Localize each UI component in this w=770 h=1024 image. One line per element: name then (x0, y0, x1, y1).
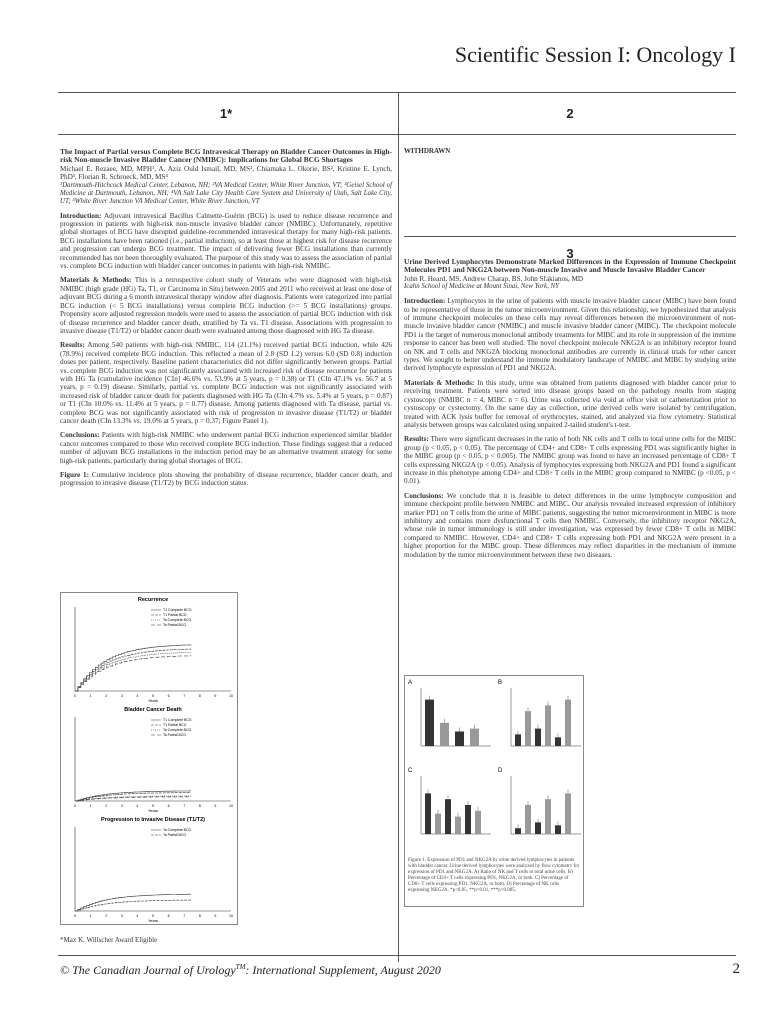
bar (565, 793, 571, 834)
column-divider (398, 92, 399, 962)
abstract-2-withdrawn: WITHDRAWN (404, 147, 451, 155)
bar (515, 828, 521, 834)
conclusions-label: Conclusions: (404, 491, 444, 500)
bar (440, 723, 449, 746)
x-tick-label: 10 (229, 804, 233, 808)
plot-title-1: Bladder Cancer Death (124, 707, 182, 713)
abstract-3-title: Urine Derived Lymphocytes Demonstrate Marked Differences in the Expression of Immune Checkpoint Molecules PD1 and NKG2A between Non-muscle Invasive and Muscle Invasive Bladder Cancer (404, 257, 736, 275)
bar (555, 737, 561, 746)
trademark: TM (235, 963, 246, 971)
incidence-curve (75, 900, 191, 911)
x-tick-label: 4 (136, 694, 139, 698)
intro-text: Adjuvant intravesical Bacillus Calmette-Guérin (BCG) is used to reduce disease recurrence and progression in patients with high-risk non-muscle invasive bladder cancer (NMIBC). Unfortunately, repetitive global shortages of BCG have disrupted guideline-recommended intravesical therapy for many high-risk patients. BCG installations have been rationed (i.e., partial induction), so at least those at highest risk for disease recurrence and progression can undergo BCG treatment. The impact of delivering fewer BCG installations than currently recommended has not been thoroughly evaluated. The purpose of this study was to assess the association of partial vs. complete BCG induction with bladder cancer outcomes in patients with high-risk NMIBC. (60, 211, 392, 271)
journal-footer (60, 963, 441, 978)
intro-text: Lymphocytes in the urine of patients with muscle invasive bladder cancer (MIBC) have been found to be representative of those in the tumor microenvironment. Given this relationship, we hypothesized that analysis of immune checkpoint molecules on these cells may reveal differences between the microenvironment of non-muscle invasive bladder cancer (NMIBC) and muscle invasive bladder cancer (MIBC). The checkpoint molecule PD1 is the target of numerous monoclonal antibody treatments for MIBC and its role in suppression of the immune response to cancer has been well studied. The novel checkpoint molecule NKG2A is an inhibitory receptor found on NK and T cells and NKG2A blocking monoclonal antibodies are currently in clinical trials for other cancer types. We sought to better understand the immune modulatory landscape of NMIBC and MIBC by studying urine derived lymphocyte expression of PD1 and NKG2A. (404, 297, 736, 373)
conclusions-text: We conclude that it is feasible to detect differences in the urine lymphocyte composition and immune checkpoint profile between NMIBC and MIBC. Our analysis revealed increased expression of inhibitory marker PD1 on T cells from the urine of MIBC patients, suggesting the tumor microenvironment in MIBC is more inhibitory and contains more dysfunctional T cells then NMIBC. Conversely, the inhibitory receptor NKG2A, whose role in tumor immunology is still under investigation, was expressed by fewer CD8+ T cells in MIBC compared to NMIBC. However, CD4+ and CD8+ T cells expressing both PD1 and NKG2A were present in a higher proportion for the MIBC group. These differences may reflect disparities in the mechanism of immune modulation by the tumor microenvironment between these two diseases. (404, 491, 736, 559)
results-label: Results: (60, 341, 85, 350)
figure-3 (404, 675, 584, 907)
methods-text: This is a retrospective cohort study of Veterans who were diagnosed with high-risk NMIBC (high grade (HG) Ta, T1, or Carcinoma in Situ) between 2005 and 2011 who received at least one dose of adjuvant BCG during a 6 month intravesical therapy window after diagnosis. Patients were categorized into partial BCG induction (< 5 BCG installations) versus complete BCG induction (>= 5 BCG installations) groups. Propensity score adjusted regression models were used to assess the association of partial BCG induction with risk of disease recurrence and bladder cancer death, stratified by Ta vs. T1 disease. Associations with progression to invasive disease (T1/T2) or bladder cancer death were evaluated among those diagnosed with HG Ta disease. (60, 276, 393, 335)
panel-label: B (498, 680, 503, 686)
legend-entry: T1 Complete BCG (163, 718, 192, 722)
incidence-curve (75, 656, 191, 691)
legend-entry: Ta Partial BCG (163, 733, 187, 737)
panel-label: A (408, 680, 413, 686)
page-number: 2 (732, 961, 740, 977)
conclusions-label: Conclusions: (60, 431, 100, 440)
bar (455, 732, 464, 747)
plot-title-2: Progression to Invasive Disease (T1/T2) (101, 817, 205, 823)
x-tick-label: 3 (120, 804, 123, 808)
abstract-1 (60, 148, 392, 488)
bar (425, 700, 434, 746)
x-tick-label: 9 (214, 914, 217, 918)
abstract-3-number: 3 (566, 246, 574, 261)
legend-entry: Ta Partial BCG (163, 623, 187, 627)
abstract-3-conclusions (404, 492, 736, 559)
x-axis-label: Years (147, 808, 159, 813)
x-axis-label: Years (147, 918, 159, 923)
panel-label: D (498, 768, 503, 774)
x-tick-label: 0 (74, 914, 76, 918)
bar (515, 734, 521, 746)
x-tick-label: 4 (136, 804, 139, 808)
legend-entry: Ta Complete BCG (163, 618, 192, 622)
award-footnote: *Max K. Willscher Award Eligible (60, 936, 158, 944)
section-title: Scientific Session I: Oncology I (454, 42, 736, 67)
results-label: Results: (404, 435, 429, 444)
x-tick-label: 6 (167, 694, 170, 698)
legend-entry: T1 Partial BCG (163, 723, 187, 727)
results-text: There were significant decreases in the ratio of both NK cells and T cells to total urine cells for the MIBC group (p < 0.05, p < 0.05). The percentage of CD4+ and CD8+ T cells expressing PD1 was significantly higher in the MIBC group (p < 0.05, p < 0.005). The NMIBC group was found to have an increased percentage of CD8+ T cells expressing NKG2A (p < 0.05). Analysis of lymphocytes expressing both NKG2A and PD1 found a significant increase in this phenotype among CD4+ and CD8+ T cells in the MIBC group compared to NMIBC (p <0.05, p < 0.01). (404, 435, 736, 486)
legend-entry: Ta Complete BCG (163, 828, 192, 832)
figure-caption-text: Cumulative incidence plots showing the probability of disease recurrence, bladder cancer death, and progression to invasive disease (T1/T2) by BCG induction status. (60, 471, 392, 488)
x-tick-label: 5 (152, 804, 154, 808)
x-tick-label: 8 (198, 694, 201, 698)
x-tick-label: 5 (152, 694, 154, 698)
abstract-1-authors: Michael E. Rezaee, MD, MPH¹, A. Aziz Ould Ismail, MD, MS², Chiamaka L. Okorie, BS², Kristine E. Lynch, PhD³, Florian R. Schroeck, MD, MS⁴ (60, 164, 392, 182)
results-text: Among 540 patients with high-risk NMIBC, 114 (21.1%) received partial BCG induction, while 426 (78.9%) received complete BCG induction. This reflected a mean of 2.8 (SD 1.2) versus 6.0 (SD 0.8) induction doses per patient, respectively. Baseline patient characteristics did not differ significantly between groups. Partial vs. complete BCG induction was not significantly associated with increased risk of disease recurrence for patients with HG Ta (cumulative incidence [CIn] 46.6% vs. 53.9% at 5 years, p = 0.38) or T1 (CIn 47.1% vs. 56.7 at 5 years, p = 0.19) disease. Similarly, partial vs. complete BCG induction was not significantly associated with increased risk of bladder cancer death for patients diagnosed with HG Ta (CIn 4.7% vs. 5.4% at 5 years, p = 0.87) or T1 (CIn 10.0% vs. 11.4% at 5 years, p = 0.77) disease. Among patients diagnosed with Ta disease, partial vs. complete BCG was not significantly associated with risk of progression to invasive disease (T1/T2) or bladder cancer death (CIn 13.3% vs. 19.0% at 5 years, p = 0.37; Figure Panel 1). (60, 341, 392, 425)
x-tick-label: 5 (152, 914, 154, 918)
x-tick-label: 6 (167, 804, 170, 808)
abstract-1-figure-caption (60, 471, 392, 488)
bar (455, 817, 461, 834)
figure-3-caption: Figure 1. Expression of PD1 and NKG2A by urine derived lymphocytes in patients with bladder cancer. Urine derived lymphocytes were analyzed by flow cytometry for expression of PD1 and NKG2A. A) Ratio of NK and T cells to total urine cells. B) Percentage of CD4+ T cells expressing PD1, NKG2A, or both. C) Percentage of CD8+ T cells expressing PD1, NKG2A, or both. D) Percentage of NK cells expressing NKG2A. *p<0.05, **p<0.01, ***p<0.005. (408, 858, 580, 893)
abstract-3-introduction (404, 297, 736, 373)
legend-entry: T1 Complete BCG (163, 608, 192, 612)
abstract-3-authors: John R. Heard, MS, Andrew Charap, BS, John Sfakianos, MD (404, 274, 584, 283)
x-tick-label: 7 (183, 914, 186, 918)
bar (525, 805, 531, 834)
x-tick-label: 0 (74, 804, 76, 808)
abstract-3-results (404, 435, 736, 485)
legend-entry: Ta Partial BCG (163, 833, 187, 837)
x-tick-label: 10 (229, 914, 233, 918)
x-tick-label: 9 (214, 804, 217, 808)
bar (435, 814, 441, 834)
x-tick-label: 4 (136, 914, 139, 918)
figure-1 (60, 592, 238, 925)
x-tick-label: 8 (198, 804, 201, 808)
methods-label: Materials & Methods: (60, 276, 132, 285)
abstract-1-results (60, 341, 392, 425)
bar (545, 705, 551, 746)
bar (525, 711, 531, 746)
bar (470, 729, 479, 746)
abstract-1-number: 1* (219, 106, 233, 121)
x-tick-label: 2 (105, 694, 108, 698)
number-rule (58, 134, 736, 135)
bar (475, 811, 481, 834)
abstract-2-number: 2 (566, 106, 574, 121)
bar (445, 799, 451, 834)
bar (565, 700, 571, 746)
abstract-3 (404, 258, 736, 559)
abstract-1-conclusions (60, 431, 392, 465)
x-tick-label: 2 (105, 914, 108, 918)
methods-text: In this study, urine was obtained from patients diagnosed with bladder cancer prior to receiving treatment. Patients were sorted into disease groups based on the pathology results from staging cystoscopy (NMIBC n = 4, MIBC n = 6). Urine was collected via void at office visit or catheterization prior to cystoscopy or cystectomy. On the same day as collection, urine derived cells were isolated by centrifugation, treated with ACK lysis buffer for removal of erythrocytes, stained, and analyzed via flow cytometry. Statistical analysis between groups was calculated using unpaired 2-tailed student's t-test. (404, 378, 736, 429)
bar (425, 793, 431, 834)
x-tick-label: 3 (120, 694, 123, 698)
figure-1-plots (61, 593, 237, 924)
figure-3-bar-panels (405, 676, 583, 856)
abstract-1-title: The Impact of Partial versus Complete BCG Intravesical Therapy on Bladder Cancer Outcomes in High-risk Non-muscle Invasive Bladder Cancer (NMIBC): Implications for Global BCG Shortages (60, 147, 392, 165)
x-tick-label: 10 (229, 694, 233, 698)
incidence-curve (75, 894, 191, 911)
abstract-1-introduction (60, 212, 392, 271)
bar (465, 805, 471, 834)
abstract-3-affiliations: Icahn School of Medicine at Mount Sinai, New York, NY (404, 283, 559, 291)
x-axis-label: Years (147, 698, 159, 703)
figure-label: Figure 1: (60, 471, 90, 479)
x-tick-label: 2 (105, 804, 108, 808)
x-tick-label: 0 (74, 694, 76, 698)
abstract-1-methods (60, 276, 392, 335)
x-tick-label: 1 (89, 804, 92, 808)
journal-issue: : International Supplement, August 2020 (245, 963, 441, 977)
methods-label: Materials & Methods: (404, 378, 475, 387)
abstract-1-affiliations: ¹Dartmouth-Hitchcock Medical Center, Lebanon, NH; ²VA Medical Center, White River Junction, VT; ³Geisel School of Medicine at Dartmouth, Lebanon, NH; ⁴VA Salt Lake City Health Care System and University of Utah, Salt Lake City, UT; ⁵White River Junction VA Medical Center, White River Junction, VT (60, 181, 392, 205)
x-tick-label: 3 (120, 914, 123, 918)
x-tick-label: 8 (198, 914, 201, 918)
journal-name: © The Canadian Journal of Urology (60, 963, 236, 977)
bar (545, 799, 551, 834)
bar (535, 729, 541, 746)
abstract-3-rule (404, 236, 736, 237)
x-tick-label: 1 (89, 694, 92, 698)
x-tick-label: 9 (214, 694, 217, 698)
x-tick-label: 6 (167, 914, 170, 918)
x-tick-label: 7 (183, 694, 186, 698)
panel-label: C (408, 768, 413, 774)
x-tick-label: 7 (183, 804, 186, 808)
intro-label: Introduction: (60, 211, 102, 220)
intro-label: Introduction: (404, 297, 446, 306)
legend-entry: Ta Complete BCG (163, 728, 192, 732)
bar (535, 822, 541, 834)
bottom-rule (58, 955, 736, 956)
top-rule (58, 92, 736, 93)
incidence-curve (75, 645, 191, 691)
abstract-3-methods (404, 379, 736, 429)
conclusions-text: Patients with high-risk NMIBC who underwent partial BCG induction experienced similar bladder cancer outcomes compared to those who received complete BCG induction. These findings suggest that a reduced number of adjuvant BCG installations in the induction period may be an alternative treatment strategy for some high-risk patients, particularly during global shortages of BCG. (60, 431, 393, 465)
x-tick-label: 1 (89, 914, 92, 918)
plot-title-0: Recurrence (137, 597, 169, 603)
bar (555, 825, 561, 834)
legend-entry: T1 Partial BCG (163, 613, 187, 617)
